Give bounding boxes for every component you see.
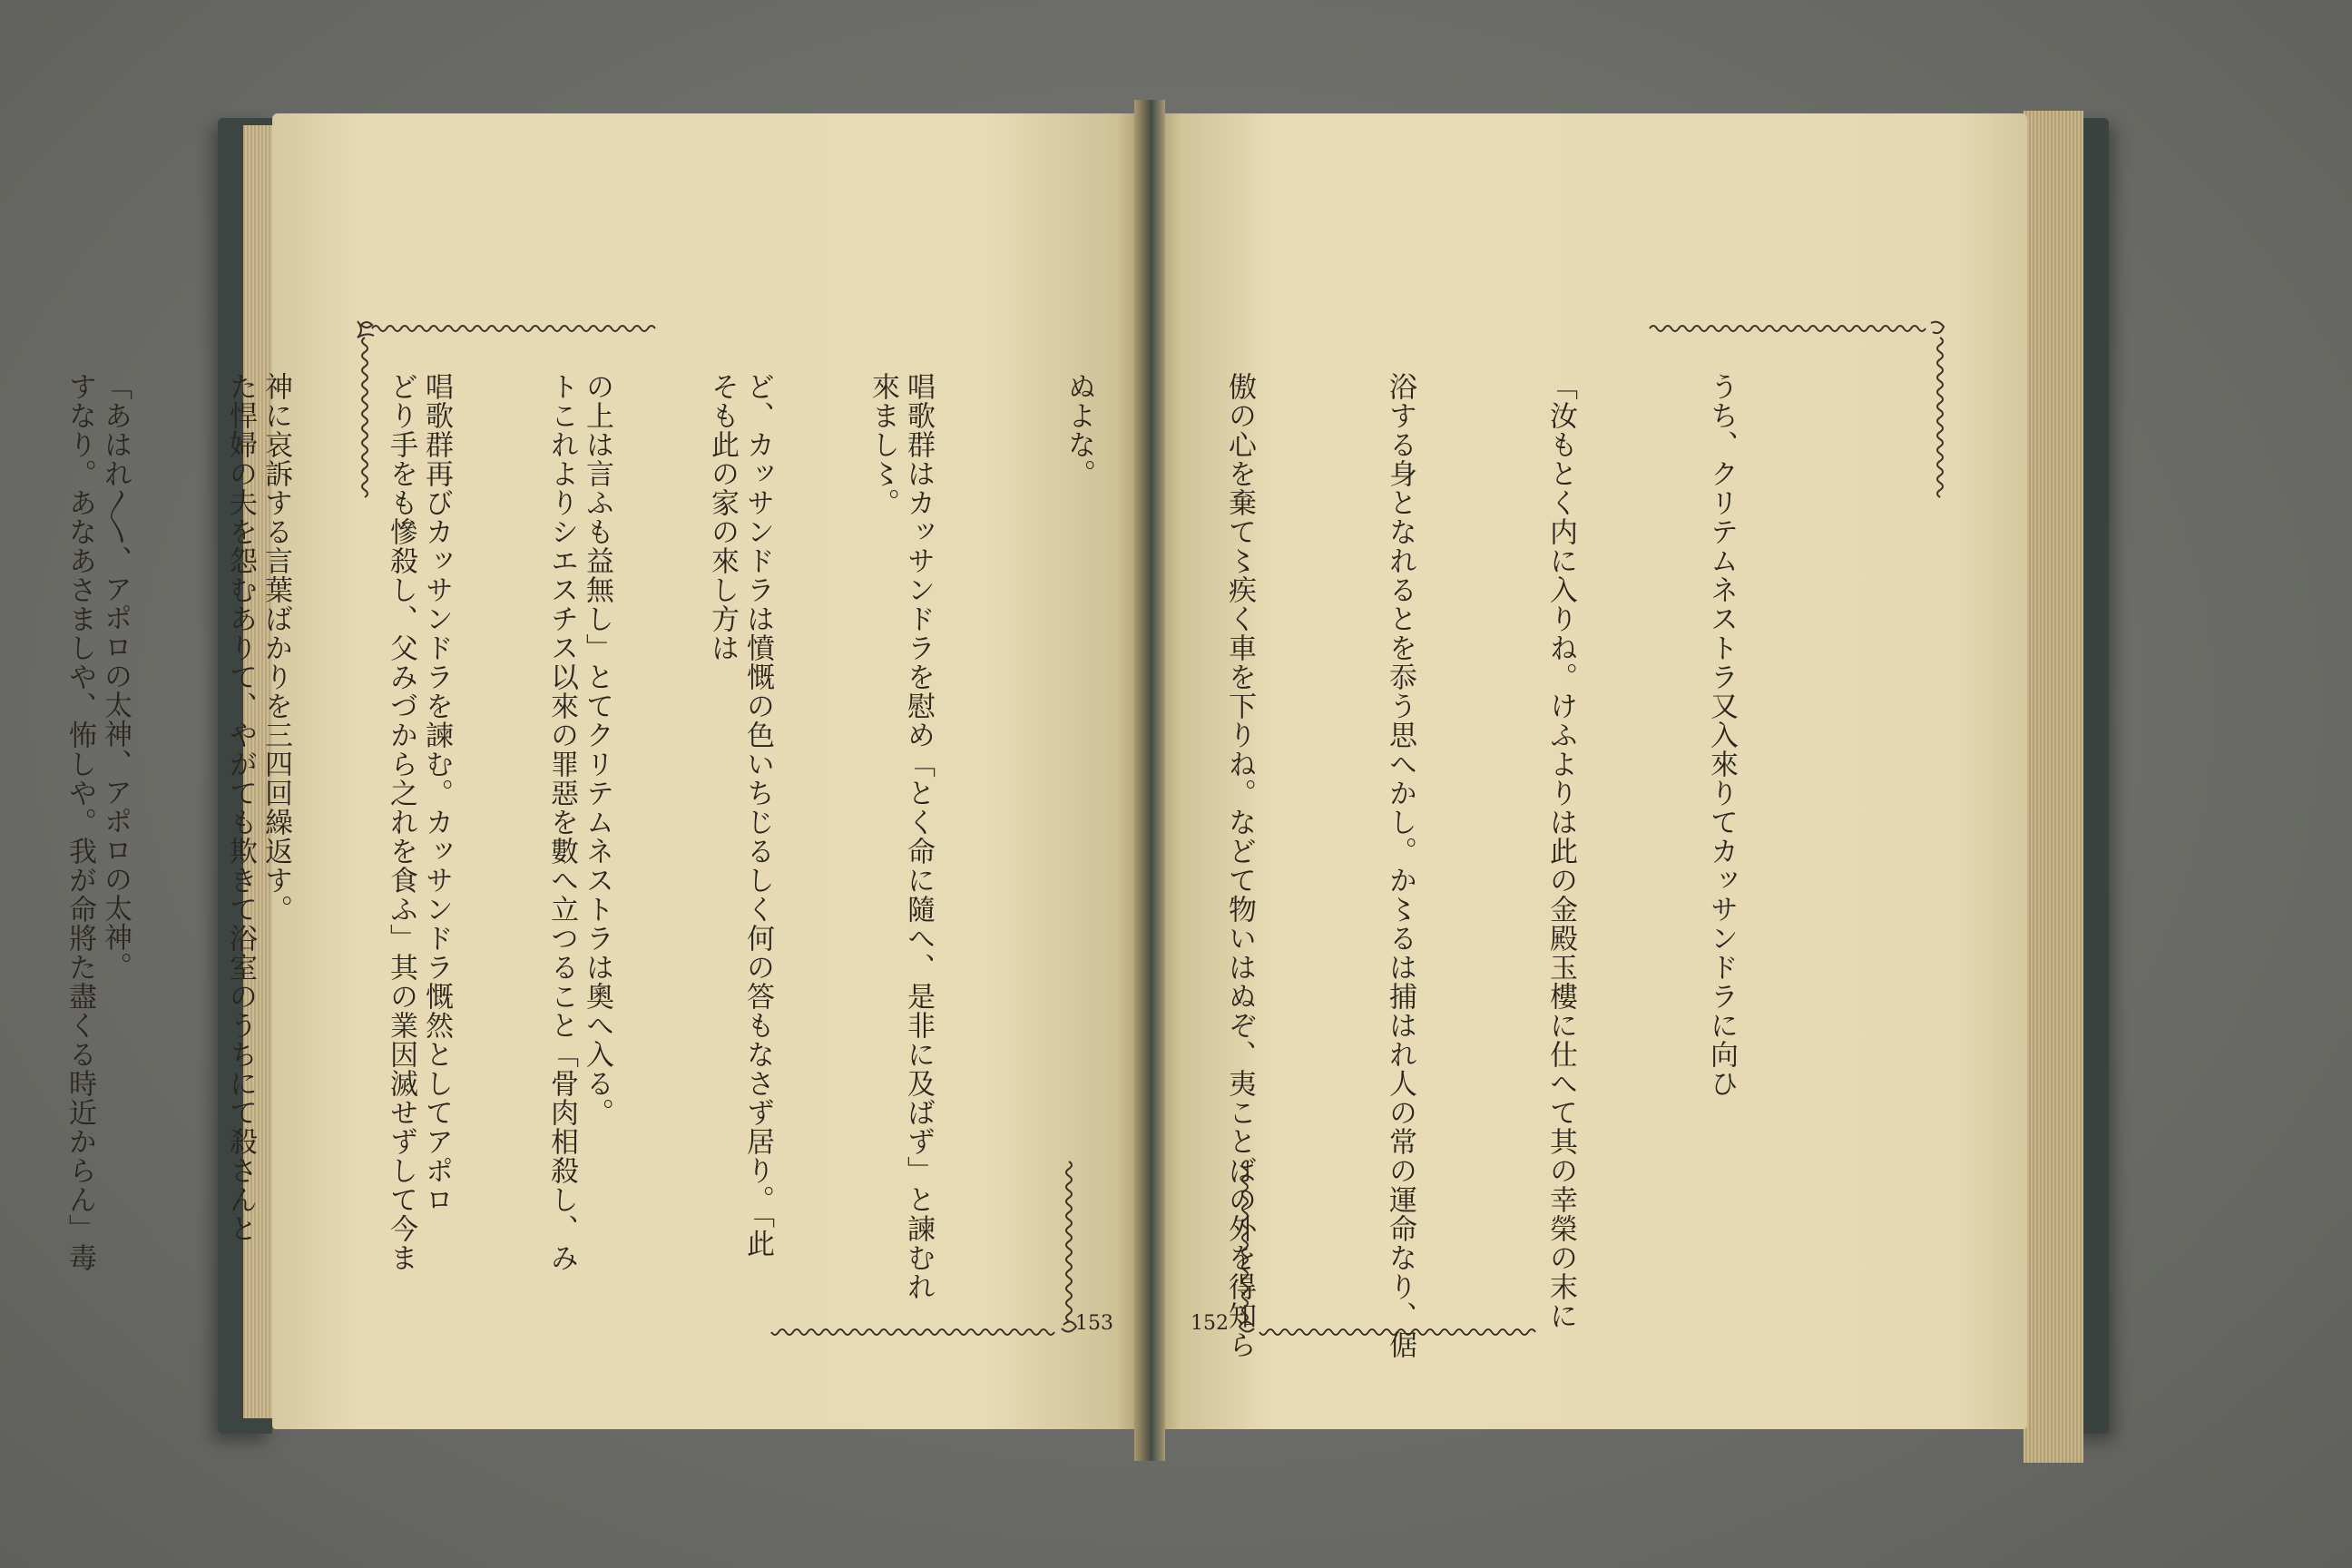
text-line: ど、カッサンドラは憤慨の色いちじるしく何の答もなさず居り。「此 [741, 372, 774, 1259]
text-line: た悍婦の夫を怨むありて、やがても欺きて浴室のうちにて殺さんと [224, 372, 257, 1243]
page-number-right: 152 [1191, 1312, 1229, 1335]
page-number-left: 153 [1075, 1312, 1113, 1335]
text-line: ぬよな。 [1063, 372, 1095, 488]
page-edges-right [2024, 111, 2083, 1463]
text-line: 傲の心を棄て〻疾く車を下りね。などて物いはぬぞ、夷ことばの外を得知ら [1223, 372, 1256, 1359]
text-line: の上は言ふも益無し」とてクリテムネストラは奧へ入る。 [581, 372, 613, 1127]
text-line: 唱歌群はカッサンドラを慰め「とく命に隨へ、是非に及ばず」と諫むれ [902, 372, 935, 1301]
text-line: 「あはれ〳〵、アポロの太神、アポロの太神。 [99, 372, 132, 981]
text-line: トこれよりシエスチス以來の罪惡を數へ立つること「骨肉相殺し、み [545, 372, 578, 1272]
text-line: 浴する身となれるとを忝う思へかし。か〻るは捕はれ人の常の運命なり、倨 [1384, 372, 1416, 1359]
text-line: うち、クリテムネストラ又入來りてカッサンドラに向ひ [1705, 372, 1738, 1098]
text-line: 唱歌群再びカッサンドラを諫む。カッサンドラ慨然としてアポロ [420, 372, 453, 1214]
text-line: 神に哀訴する言葉ばかりを三四回繰返す。 [260, 372, 292, 924]
text-line: すなり。あなあさましや、怖しや。我が命將た盡くる時近からん」毒 [64, 372, 96, 1272]
text-line: どり手をも慘殺し、父みづから之れを食ふ」其の業因滅せずして今ま [385, 372, 417, 1272]
text-line: 來まし〻。 [867, 372, 899, 517]
text-line: そも此の家の來し方は [706, 372, 739, 662]
text-line: 「汝もとく内に入りね。けふよりは此の金殿玉樓に仕へて其の幸榮の末に [1544, 372, 1577, 1330]
